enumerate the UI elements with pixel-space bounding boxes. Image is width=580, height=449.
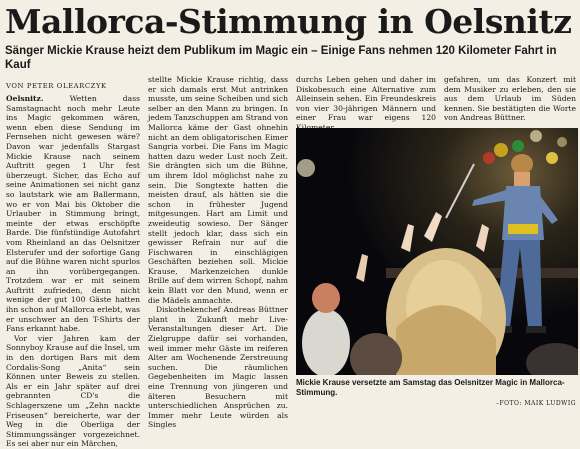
concert-photo [296, 128, 578, 375]
article-column-1 [6, 94, 140, 449]
paragraph: gefahren, um das Konzert mit dem Musiker zu erleben, den sie aus dem Urlaub im Süden kennen. Sie bestätigten die Worte von Andreas Büttner. [444, 75, 576, 123]
article-column-4 [444, 75, 576, 123]
article-column-3 [296, 75, 436, 133]
subheadline: Sänger Mickie Krause heizt dem Publikum im Magic ein – Einige Fans nehmen 120 Kilometer Fahrt in Kauf [5, 45, 557, 71]
paragraph-text: Wetten dass Samstagnacht noch mehr Leute ins Magic gekommen wären, wenn eben diese Sendung im Fernsehen nicht gewesen wäre? Davon war jedenfalls Stargast Mickie Krause nach seinem Auftritt gegen 1 Uhr fest überzeugt. Sicher, das Echo auf seine Animationen sei nicht ganz so lautstark wie am Ballermann, wo er von Mai bis Oktober die Urlauber in Stimmung bringt, meinte der etwas erschöpfte Barde. Die fünfstündige Autofahrt vom Rheinland an das Oelsnitzer Elsterufer und der sofortige Gang auf die Bühne waren nicht spurlos an ihn vorübergegangen. Trotzdem war er mit seinem Auftritt zufrieden, denn nicht wenige der gut 100 Gäste hatten ihn schon auf Mallorca erlebt, was er unschwer an den T-Shirts der Fans erkannt habe. [6, 94, 140, 334]
dateline: Oelsnitz. [6, 94, 44, 103]
paragraph: durchs Leben gehen und daher im Diskobesuch eine Alternative zum Alleinsein sehen. Ein Freundeskreis von vier 30-jährigen Männern und einer Frau war eigens 120 [296, 75, 436, 123]
article-column-2 [148, 75, 288, 430]
photo-caption: Mickie Krause versetzte am Samstag das Oelsnitzer Magic in Mallorca-Stimmung. [296, 378, 565, 397]
paragraph: Vor vier Jahren kam der Sonnyboy Krause auf die Insel, um in den dortigen Bars mit dem Cordalis-Song „Anita“ sein Können unter Beweis zu stellen. Als er ein Jahr später auf drei gebrannten CD's die Schlagerszene um „Zehn nackte Friseusen“ bereicherte, war der Weg in die Oberliga der Stimmungssänger vorgezeichnet. Es sei aber nur ein Märchen, [6, 333, 140, 449]
paragraph: Diskothekenchef Andreas Büttner plant in Zukunft mehr Live-Veranstaltungen dieser Art. Die Zielgruppe dafür sei vorhanden, weil immer mehr Gäste im reiferen Alter am Wochenende Zerstreuung suchen. Die räumlichen Gegebenheiten im Magic lassen eine Trennung von jüngeren und älteren Besuchern mit unterschiedlichen Ansprüchen zu. Immer mehr Leute würden als Singles [148, 305, 288, 430]
paragraph [6, 94, 140, 334]
paragraph: stellte Mickie Krause richtig, dass er sich damals erst Mut antrinken musste, um seine Scheiben und sich selber an den Mann zu bringen. In jedem Tanzschuppen am Strand von Mallorca käme der Gast ohnehin nicht an dem obligatorischen Eimer Sangria vorbei. Die Fans im Magic hatten dazu weder Lust noch Zeit. Sie drängten sich um die Bühne, um ihrem Idol möglichst nahe zu sein. Die Songtexte hatten die meisten drauf, als hätten sie die schon in frühester Jugend mitgesungen. Hart am Limit und zweideutig sowieso. Der Sänger stellt jedoch klar, dass sich ein gewisser Refrain nur auf die Fischwaren in einschlägigen Geschäften beziehen soll. Mickie Krause, Markenzeichen dunkle Brille auf dem wirren Schopf, nahm kein Blatt vor den Mund, wenn er die Mädels anmachte. [148, 75, 288, 305]
headline: Mallorca-Stimmung in Oelsnitz [5, 2, 572, 41]
photo-credit: –FOTO: MAIK LUDWIG [495, 400, 576, 407]
byline: VON PETER OLEARCZYK [6, 82, 107, 90]
